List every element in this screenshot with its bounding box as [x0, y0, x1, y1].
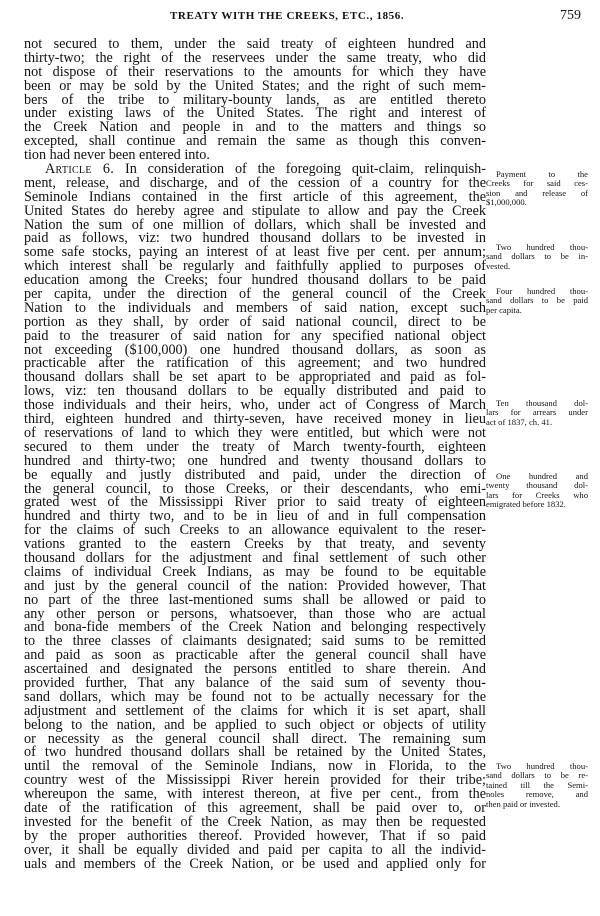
- text-line-content: third, eighteen hundred and thirty-seven, have received money in lieu: [24, 411, 486, 428]
- text-line-content: whereupon the same, with interest thereon, at five per cent., from the: [24, 786, 486, 803]
- treaty-body-text: [24, 38, 486, 871]
- text-line-content: the general council, to those Creeks, or their descendants, who emi-: [24, 480, 486, 497]
- text-line-content: claims of individual Creek Indians, as may be found to be equitable: [24, 563, 486, 580]
- text-line-content: country west of the Mississippi River herein provided for their tribe;: [24, 772, 486, 789]
- margin-note-line: sand dollars to be in-: [486, 251, 588, 262]
- text-line-content: secured to them under the treaty of March twenty-fourth, eighteen: [24, 438, 486, 455]
- text-line-content: belong to the nation, and be applied to such object or objects of utility: [24, 716, 486, 733]
- margin-note-line: Four hundred thou-: [496, 286, 588, 296]
- margin-note-line: Two hundred thou-: [496, 242, 588, 252]
- margin-note: [486, 243, 588, 271]
- margin-note: [486, 762, 588, 809]
- text-line-content: hundred and thirty two, and to be in lieu of and in full compensation: [24, 508, 486, 525]
- text-line-content: over, it shall be equally divided and paid per capita to all the individ-: [24, 841, 486, 858]
- text-line-content: no part of the three last-mentioned sums shall be allowed or paid to: [24, 591, 486, 608]
- text-line-content: grated west of the Mississippi River prior to said treaty of eighteen: [24, 494, 486, 511]
- margin-note-line: Ten thousand dol-: [496, 398, 588, 408]
- text-line-content: by the proper authorities thereof. Provided however, That if so paid: [24, 827, 486, 844]
- text-line-content: of reservations of land to which they were entitled, but which were not: [24, 424, 486, 441]
- margin-note-line: per capita.: [486, 304, 522, 315]
- margin-note-line: emigrated before 1832.: [486, 499, 566, 510]
- margin-note: [486, 472, 588, 510]
- margin-note-line: Two hundred thou-: [496, 761, 588, 771]
- margin-note-line: Payment to the: [496, 169, 588, 179]
- text-line-content: the Creek Nation and people in and to the matters and things so: [24, 119, 486, 136]
- margin-note-line: $1,000,000.: [486, 197, 527, 208]
- text-line-content: thousand dollars for the adjustment and final settlement of such other: [24, 549, 486, 566]
- text-line-content: which interest shall be regularly and faithfully applied to purposes of: [24, 258, 486, 275]
- running-header: [0, 8, 600, 26]
- margin-note-line: lars for Creeks who: [486, 489, 588, 500]
- text-line-content: to the three classes of claimants designated; said sums to be remitted: [24, 633, 486, 650]
- text-line-content: paid to the treasurer of said nation for any specified national object: [24, 327, 486, 344]
- text-line-content: ascertained and designated the persons entitled to share therein. And: [24, 661, 486, 678]
- text-line-content: United States do hereby agree and stipulate to allow and pay the Creek: [24, 202, 486, 219]
- text-line-content: any other person or persons, whatsoever, than those who are actual: [24, 605, 486, 622]
- text-line-content: per capita, under the direction of the general council of the Creek: [24, 286, 486, 303]
- text-line-content: invested for the benefit of the Creek Nation, as may then be requested: [24, 813, 486, 830]
- text-line-content: thirty-two; the right of the reservees under the same treaty, who did: [24, 49, 486, 66]
- text-line-content: those individuals and their heirs, who, under act of Congress of March: [24, 397, 486, 414]
- text-line-content: provided further, That any balance of the said sum of seventy thou-: [24, 674, 486, 691]
- text-line-content: not exceeding ($100,000) one hundred thousand dollars, as soon as: [24, 341, 486, 358]
- text-line-content: Nation the sum of one million of dollars, which shall be invested and: [24, 216, 486, 233]
- margin-note-line: then paid or invested.: [486, 798, 560, 809]
- text-line: [24, 855, 486, 872]
- text-line-content: be equally and justly distributed and paid, under the direction of: [24, 466, 486, 483]
- text-line-content: some safe stocks, paying an interest of at least five per cent. per annum;: [24, 244, 486, 261]
- text-line-content: bers of the tribe to military-bounty lands, as are entitled thereto: [24, 91, 486, 108]
- text-line-content: ment, release, and discharge, and of the cession of a country for the: [24, 174, 486, 191]
- text-line-content: education among the Creeks; four hundred thousand dollars to be paid: [24, 272, 486, 289]
- margin-note-line: twenty thousand dol-: [486, 480, 588, 491]
- text-line-content: hundred and thirty-two; one hundred and twenty thousand dollars to: [24, 452, 486, 469]
- text-line-content: until the removal of the Seminole Indians, now in Florida, to the: [24, 758, 486, 775]
- margin-note: [486, 287, 588, 315]
- margin-note-line: sion and release of: [486, 187, 588, 198]
- text-line-content: been or may be sold by the United States; and the right of such mem-: [24, 77, 486, 94]
- text-line-content: practicable after the ratification of this agreement; and two hundred: [24, 355, 486, 372]
- text-line-content: Nation to the individuals and members of said nation, except such: [24, 299, 486, 316]
- margin-note-line: lars for arrears under: [486, 407, 588, 418]
- margin-note: [486, 170, 588, 208]
- page-number: 759: [560, 8, 581, 23]
- running-title: TREATY WITH THE CREEKS, ETC., 1856.: [170, 10, 405, 22]
- text-line-content: and paid as soon as practicable after the general council shall have: [24, 647, 486, 664]
- text-line-content: date of the ratification of this agreement, shall be paid over to, or: [24, 799, 486, 816]
- text-line-content: In consideration of the foregoing quit-claim, relinquish-: [114, 161, 486, 178]
- margin-note-line: vested.: [486, 260, 511, 271]
- text-line-content: sand dollars, which may be found not to be actually necessary for the: [24, 688, 486, 705]
- text-line-content: and just by the general council of the nation: Provided however, That: [24, 577, 486, 594]
- margin-note-line: tained till the Semi-: [486, 779, 588, 790]
- text-line-content: for the claims of such Creeks to an allowance equivalent to the reser-: [24, 522, 486, 539]
- article-number: Article 6.: [45, 161, 115, 178]
- text-line-content: lows, viz: ten thousand dollars to be equally distributed and paid to: [24, 383, 486, 400]
- text-line-content: under existing laws of the United States. The right and interest of: [24, 105, 486, 122]
- margin-note-line: act of 1837, ch. 41.: [486, 416, 553, 427]
- text-line-content: tion had never been entered into.: [24, 147, 210, 164]
- text-line-content: thousand dollars shall be set apart to be appropriated and paid as fol-: [24, 369, 486, 386]
- margin-note-line: noles remove, and: [486, 789, 588, 800]
- text-line-content: portion as they shall, by order of said national council, direct to be: [24, 313, 486, 330]
- text-line-content: not secured to them, under the said treaty of eighteen hundred and: [24, 36, 486, 52]
- text-line-content: or necessity as the general council shall direct. The remaining sum: [24, 730, 486, 747]
- text-line-content: excepted, shall continue and remain the same as though this conven-: [24, 133, 486, 150]
- margin-note-line: One hundred and: [496, 471, 588, 481]
- text-line-content: and bona-fide members of the Creek Nation and belonging respectively: [24, 619, 486, 636]
- margin-note-line: Creeks for said ces-: [486, 178, 588, 189]
- margin-note-line: sand dollars to be paid: [486, 295, 588, 306]
- text-line-content: uals and members of the Creek Nation, or be used and applied only for: [24, 855, 486, 872]
- text-line-content: vations granted to the eastern Creeks by that treaty, and seventy: [24, 536, 486, 553]
- text-line-content: not dispose of their reservations to the amounts for which they have: [24, 63, 486, 80]
- margin-note: [486, 399, 588, 427]
- text-line-content: paid as follows, viz: two hundred thousand dollars to be invested in: [24, 230, 486, 247]
- text-line-content: Seminole Indians contained in the first article of this agreement, the: [24, 188, 486, 205]
- text-line-content: of two hundred thousand dollars shall be retained by the United States,: [24, 744, 486, 761]
- margin-note-line: sand dollars to be re-: [486, 770, 588, 781]
- text-line-content: adjustment and settlement of the claims for which it is set apart, shall: [24, 702, 486, 719]
